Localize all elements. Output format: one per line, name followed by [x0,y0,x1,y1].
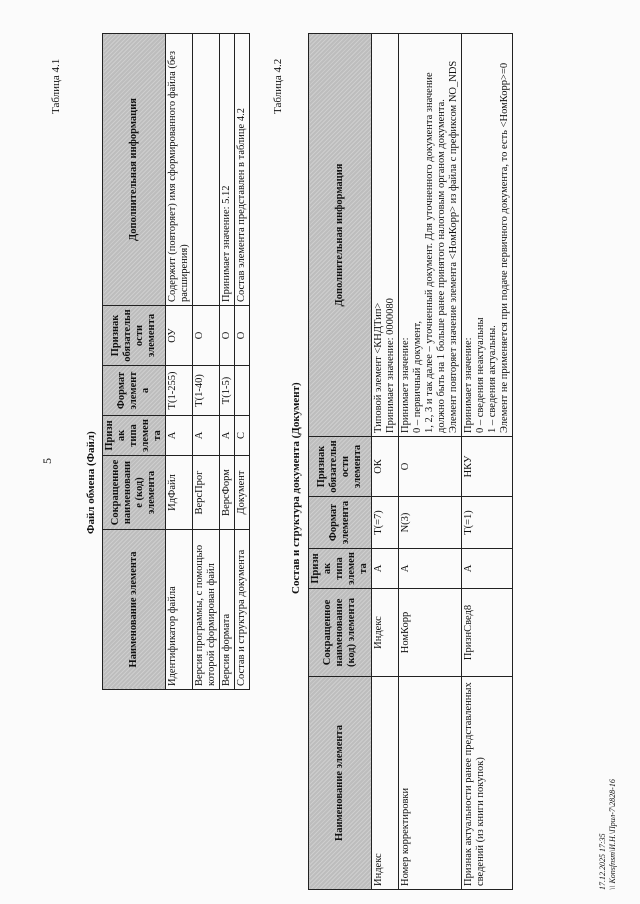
table-cell: ВерсФорм [220,456,235,530]
t1-header-cell: Наименование элемента [103,530,166,690]
table-cell: НКУ [462,437,513,497]
table-cell: ПризнСвед8 [462,589,513,677]
table-cell: Т(=1) [462,497,513,549]
table1 [102,33,250,690]
table-cell: О [235,306,250,366]
table-cell: НомКорр [399,589,462,677]
table-cell: ИдФайл [166,456,193,530]
t2-header-cell: Признак обязательности элемента [309,437,372,497]
table2-title: Состав и структура документа (Документ) [290,382,302,594]
t1-header-cell: Дополнительная информация [103,34,166,306]
table2-header-row [309,34,372,890]
table-cell: ВерсПрог [193,456,220,530]
t1-header-cell: Признак типа элемента [103,416,166,456]
table-cell: А [462,549,513,589]
t2-header-cell: Формат элемента [309,497,372,549]
footer-date: 17.12.2025 17:35 [598,833,607,890]
t2-header-cell: Сокращенное наименование (код) элемента [309,589,372,677]
table2-label: Таблица 4.2 [272,58,284,114]
table-cell [193,34,220,306]
footer-stamp [598,779,618,890]
table-cell: Т(1-5) [220,366,235,416]
table1-label: Таблица 4.1 [50,58,62,114]
table-cell: А [166,416,193,456]
table-cell: Индекс [372,677,399,890]
t1-header-cell: Признак обязательности элемента [103,306,166,366]
footer-path: \\ Konsfnsm\И.Н.\Прил-7\2828-16 [608,779,617,890]
table-cell: Признак актуальности ранее представленных сведений (из книги покупок) [462,677,513,890]
table-cell: Т(1-255) [166,366,193,416]
table2 [308,33,513,890]
t2-header-cell: Наименование элемента [309,677,372,890]
t1-header-cell: Сокращенное наименование (код) элемента [103,456,166,530]
t2-header-cell: Дополнительная информация [309,34,372,437]
table-row [399,34,462,890]
table-cell: Содержит (повторяет) имя сформированного файла (без расширения) [166,34,193,306]
table-cell: Индекс [372,589,399,677]
table-cell: Состав элемента представлен в таблице 4.2 [235,34,250,306]
table-cell: А [220,416,235,456]
table-row [462,34,513,890]
table1-header-row [103,34,166,690]
table-cell: N(3) [399,497,462,549]
table-cell: С [235,416,250,456]
table-cell: Принимает значение: 5.12 [220,34,235,306]
table-cell: А [372,549,399,589]
table-cell: Документ [235,456,250,530]
table-cell: Версия программы, с помощью которой сформирован файл [193,530,220,690]
table-cell: Идентификатор файла [166,530,193,690]
t1-header-cell: Формат элемента [103,366,166,416]
table-cell: Типовой элемент <КНДТип> Принимает значение: 0000080 [372,34,399,437]
page-number: 5 [40,458,54,464]
table-cell: Версия формата [220,530,235,690]
table-row [235,34,250,690]
table1-title: Файл обмена (Файл) [85,431,97,534]
table-row [166,34,193,690]
table-cell: Номер корректировки [399,677,462,890]
table-row [220,34,235,690]
table-cell: А [399,549,462,589]
table-cell: О [220,306,235,366]
table-row [193,34,220,690]
table-cell: А [193,416,220,456]
table-cell: О [399,437,462,497]
table-cell: ОК [372,437,399,497]
table-cell: Принимает значение: 0 – сведения неактуальны 1 – сведения актуальны. Элемент не применяется при подаче первичного документа, то есть <НомКорр>=0 [462,34,513,437]
table-cell: ОУ [166,306,193,366]
t2-header-cell: Признак типа элемента [309,549,372,589]
table-cell: О [193,306,220,366]
table-cell: Т(=7) [372,497,399,549]
table-cell: Состав и структура документа [235,530,250,690]
table-cell [235,366,250,416]
table-cell: Т(1-40) [193,366,220,416]
table-row [372,34,399,890]
table-cell: Принимает значение: 0 – первичный документ, 1, 2, 3 и так далее – уточненный документ. Для уточненного документа значение должно быть на 1 больше ранее принятого налоговым органом документа. Элемент повторяет значение элемента <НомКорр> из файла с префиксом NO_NDS [399,34,462,437]
